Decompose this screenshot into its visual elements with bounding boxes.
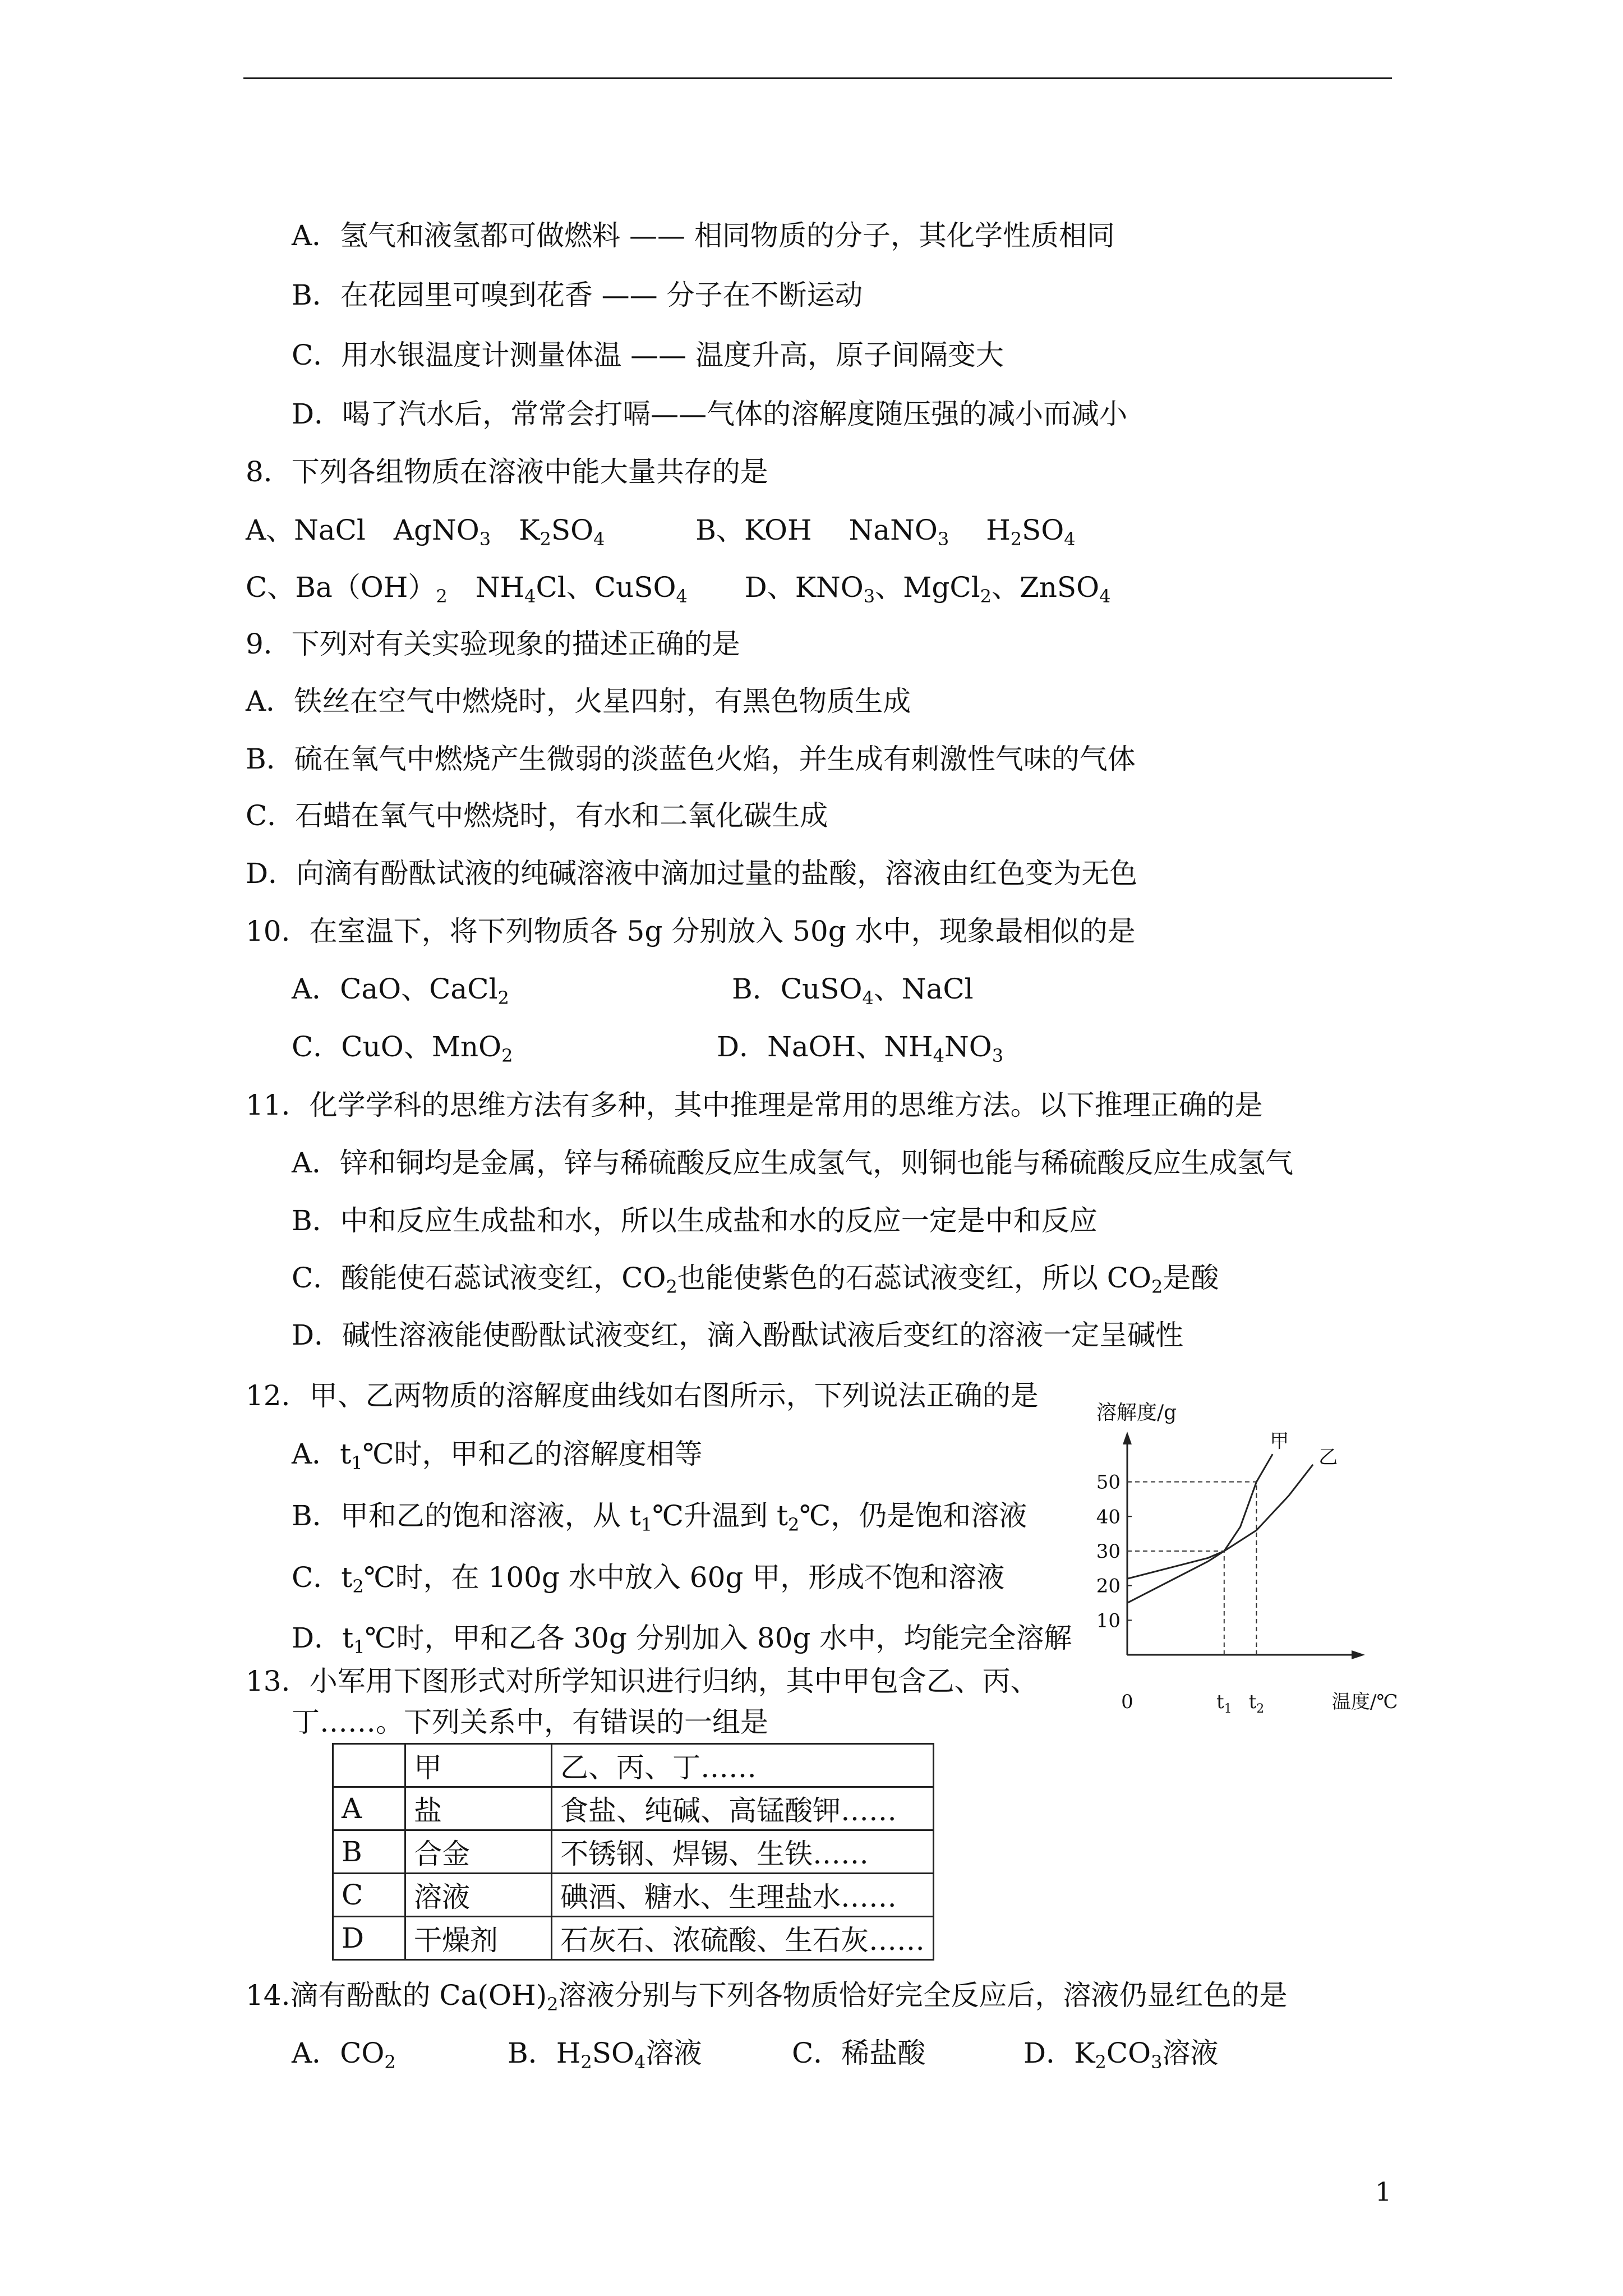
y-tick-label: 20	[1096, 1575, 1121, 1598]
y-tick-label: 40	[1096, 1506, 1121, 1529]
solubility-curve-chart	[1082, 1401, 1398, 1716]
x-axis-label: 温度/℃	[1332, 1691, 1398, 1713]
q9-stem: 9．下列对有关实验现象的描述正确的是	[246, 628, 740, 660]
q12-option-d: D．$t_1℃$时，甲和乙各 30g 分别加入 80g 水中，均能完全溶解	[292, 1622, 1072, 1658]
q13-stem-line2: 丁……。下列关系中，有错误的一组是	[292, 1706, 768, 1738]
q11-option-c: C．酸能使石蕊试液变红，$CO_2$也能使紫色的石蕊试液变红，所以 $CO_2$是酸	[292, 1262, 1219, 1297]
x-tick-label: $t_1$	[1216, 1691, 1232, 1716]
x-tick-label: $t_2$	[1248, 1691, 1265, 1716]
table-cell: 乙、丙、丁……	[552, 1744, 934, 1787]
table-header-row	[333, 1744, 934, 1787]
table-cell: 合金	[405, 1830, 552, 1874]
q12-stem: 12．甲、乙两物质的溶解度曲线如右图所示，下列说法正确的是	[246, 1379, 1039, 1412]
q8-stem: 8．下列各组物质在溶液中能大量共存的是	[246, 455, 768, 488]
q9-option-a: A．铁丝在空气中燃烧时，火星四射，有黑色物质生成	[246, 685, 911, 717]
table-cell: 不锈钢、焊锡、生铁……	[552, 1830, 934, 1874]
table-cell: 食盐、纯碱、高锰酸钾……	[552, 1787, 934, 1830]
q13-stem-line1: 13．小军用下图形式对所学知识进行归纳，其中甲包含乙、丙、	[246, 1665, 1039, 1697]
q14-stem: 14.滴有酚酞的 $Ca(OH)_2$溶液分别与下列各物质恰好完全反应后，溶液仍显红色的是	[246, 1979, 1288, 2015]
q9-option-b: B．硫在氧气中燃烧产生微弱的淡蓝色火焰，并生成有刺激性气味的气体	[246, 743, 1136, 775]
table-row	[333, 1917, 934, 1960]
series-label: 甲	[1270, 1430, 1289, 1453]
q9-option-d: D．向滴有酚酞试液的纯碱溶液中滴加过量的盐酸，溶液由红色变为无色	[246, 857, 1138, 890]
origin-label: 0	[1121, 1691, 1133, 1713]
y-axis-arrow	[1123, 1432, 1132, 1444]
table-cell: 碘酒、糖水、生理盐水……	[552, 1874, 934, 1917]
y-tick-label: 50	[1096, 1471, 1121, 1494]
page-number: 1	[1375, 2177, 1392, 2207]
q11-option-a: A．锌和铜均是金属，锌与稀硫酸反应生成氢气，则铜也能与稀硫酸反应生成氢气	[292, 1147, 1294, 1179]
table-row	[333, 1787, 934, 1830]
q7-option-a: A．氢气和液氢都可做燃料 —— 相同物质的分子，其化学性质相同	[292, 219, 1115, 252]
q12-option-c: C．$t_2℃$时，在 100g 水中放入 60g 甲，形成不饱和溶液	[292, 1561, 1005, 1597]
table-row	[333, 1874, 934, 1917]
q14-option-a: A．$CO_2$	[292, 2037, 396, 2073]
q10-option-a: A．CaO、CaCl$_2$	[292, 973, 509, 1009]
classification-table	[332, 1743, 934, 1961]
q14-option-d: D．$K_2CO_3$溶液	[1023, 2037, 1219, 2073]
q12-option-b: B．甲和乙的饱和溶液，从 $t_1℃$升温到 $t_2℃$，仍是饱和溶液	[292, 1499, 1027, 1535]
q14-option-c: C．稀盐酸	[792, 2037, 926, 2069]
series-line-jia	[1127, 1454, 1272, 1603]
y-tick-label: 30	[1096, 1540, 1121, 1563]
table-cell: C	[333, 1874, 405, 1917]
y-tick-label: 10	[1096, 1609, 1121, 1632]
q7-option-b: B．在花园里可嗅到花香 —— 分子在不断运动	[292, 279, 863, 311]
table-cell: A	[333, 1787, 405, 1830]
table-cell: 盐	[405, 1787, 552, 1830]
series-label: 乙	[1318, 1446, 1338, 1469]
q10-stem: 10．在室温下，将下列物质各 5g 分别放入 50g 水中，现象最相似的是	[246, 915, 1136, 947]
table-cell: B	[333, 1830, 405, 1874]
x-axis-arrow	[1352, 1650, 1365, 1659]
q11-option-b: B．中和反应生成盐和水，所以生成盐和水的反应一定是中和反应	[292, 1204, 1098, 1237]
header-rule	[243, 77, 1392, 79]
q11-stem: 11．化学学科的思维方法有多种，其中推理是常用的思维方法。以下推理正确的是	[246, 1089, 1263, 1121]
table-cell: 石灰石、浓硫酸、生石灰……	[552, 1917, 934, 1960]
q10-option-c: C．CuO、MnO$_2$	[292, 1030, 513, 1066]
q14-option-b: B．$H_2SO_4$溶液	[508, 2037, 702, 2073]
q10-option-d: D．NaOH、$NH_4NO_3$	[717, 1030, 1004, 1066]
y-axis-label: 溶解度/g	[1096, 1401, 1177, 1424]
q10-option-b: B．CuSO$_4$、NaCl	[732, 973, 974, 1009]
table-cell	[333, 1744, 405, 1787]
q7-option-d: D．喝了汽水后，常常会打嗝——气体的溶解度随压强的减小而减小	[292, 398, 1128, 430]
q8-options-ab: A、NaCl AgNO$_3$ $K_2SO_4$ B、KOH NaNO$_3$ $H_2SO_4$	[246, 514, 1076, 550]
q7-option-c: C．用水银温度计测量体温 —— 温度升高，原子间隔变大	[292, 339, 1004, 371]
table-cell: 甲	[405, 1744, 552, 1787]
table-cell: D	[333, 1917, 405, 1960]
q9-option-c: C．石蜡在氧气中燃烧时，有水和二氧化碳生成	[246, 799, 828, 832]
table-cell: 溶液	[405, 1874, 552, 1917]
table-row	[333, 1830, 934, 1874]
q8-options-cd: C、$Ba(OH)_2$ $NH_4Cl$、CuSO$_4$ D、$KNO_3$、MgCl$_2$、ZnSO$_4$	[246, 571, 1111, 607]
q11-option-d: D．碱性溶液能使酚酞试液变红，滴入酚酞试液后变红的溶液一定呈碱性	[292, 1319, 1184, 1351]
table-cell: 干燥剂	[405, 1917, 552, 1960]
q12-option-a: A．$t_1℃$时，甲和乙的溶解度相等	[292, 1438, 703, 1474]
